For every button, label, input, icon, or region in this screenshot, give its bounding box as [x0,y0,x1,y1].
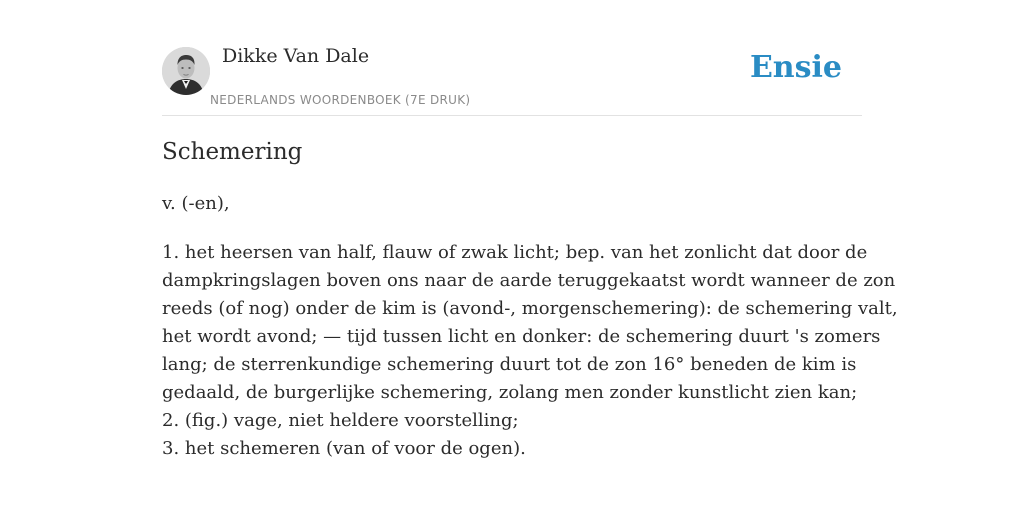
definition-line: dampkringslagen boven ons naar de aarde teruggekaatst wordt wanneer de zon [162,270,896,291]
grammar-info: v. (-en), [162,193,230,214]
source-label[interactable]: NEDERLANDS WOORDENBOEK (7E DRUK) [210,93,471,107]
definition-line: 1. het heersen van half, flauw of zwak licht; bep. van het zonlicht dat door de [162,242,868,263]
definition-line: reeds (of nog) onder de kim is (avond-, morgenschemering): de schemering valt, [162,298,898,319]
definition-text [162,239,898,463]
definition-line: gedaald, de burgerlijke schemering, zolang men zonder kunstlicht zien kan; [162,382,858,403]
author-avatar[interactable] [162,47,210,95]
author-name[interactable]: Dikke Van Dale [222,45,370,67]
definition-line: lang; de sterrenkundige schemering duurt tot de zon 16° beneden de kim is [162,354,857,375]
brand-logo[interactable]: Ensie [749,50,842,85]
entry-title: Schemering [162,139,303,165]
definition-line: 2. (fig.) vage, niet heldere voorstelling; [162,410,519,431]
header [162,0,862,116]
definition-line: 3. het schemeren (van of voor de ogen). [162,438,526,459]
definition-line: het wordt avond; — tijd tussen licht en donker: de schemering duurt 's zomers [162,326,881,347]
portrait-icon [162,47,210,95]
